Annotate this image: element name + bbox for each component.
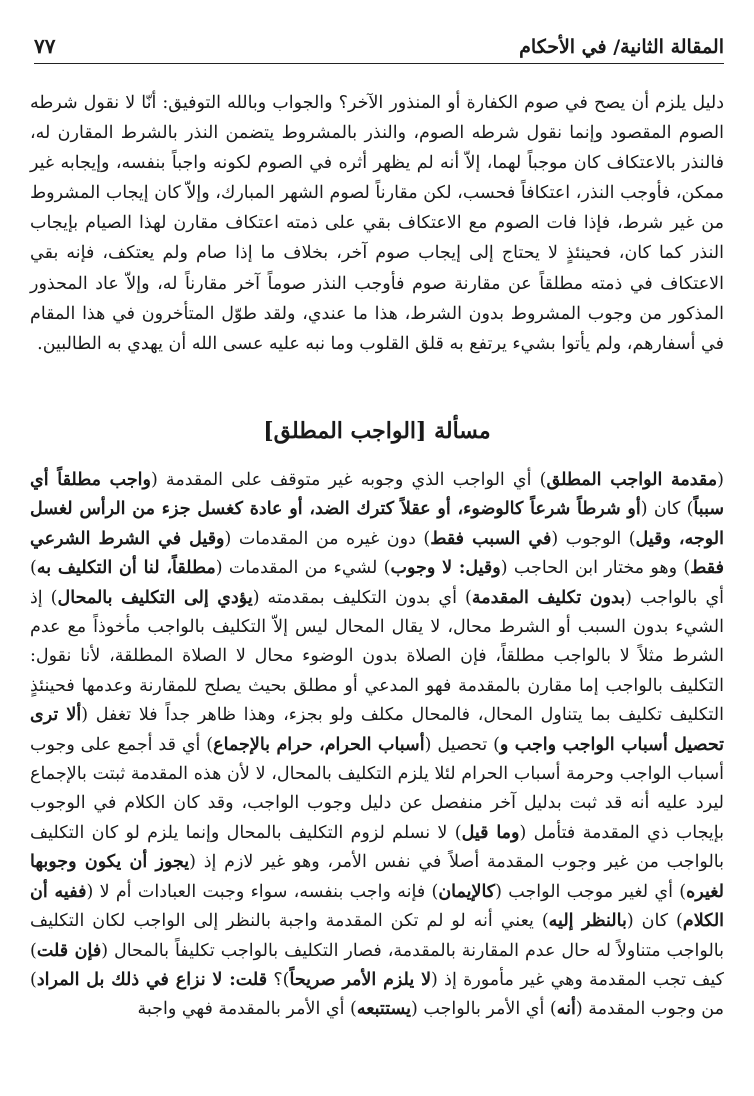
matn-segment: وقيل: لا وجوب bbox=[390, 558, 501, 579]
running-head: المقالة الثانية/ في الأحكام bbox=[519, 36, 724, 58]
sharh-segment: ) فإنه واجب بنفسه، سواء وجبت العبادات أم لا ( bbox=[86, 881, 439, 902]
intro-paragraph-text: دليل يلزم أن يصح في صوم الكفارة أو المنذور الآخر؟ والجواب وبالله التوفيق: أنّا لا نقول شرطه الصوم المقصود وإنما نقول شرطه الصوم، والنذر بالمشروط يتضمن النذر بالشرط المقارن له، فالنذر بالاعتكاف كان موجباً لهما، إلاّ أنه لم يظهر أثره في الصوم لكونه واجباً بنفسه، وإيجابه غير ممكن، فأوجب النذر، اعتكافاً فحسب، لكن مقارناً لصوم الشهر المبارك، وإلاّ كان إيجاب المشروط من غير شرط، فإذا فات الصوم مع الاعتكاف بقي على ذمته اعتكاف مقارن لهذا الصيام بإيجاب النذر كما كان، فحينئذٍ لا يحتاج إلى إيجاب صوم آخر، بخلاف ما إذا صام ولم يعتكف، فإنه بقي الاعتكاف في ذمته مطلقاً عن مقارنة صوم فأوجب النذر صوماً آخر مقارناً له، وإلاّ عاد المحذور المذكور من وجوب المشروط بدون الشرط، هذا ما عندي، ولقد طوّل المتأخرون في هذا المقام في أسفارهم، ولم يأتوا بشيء يرتفع به قلق القلوب وما نبه عليه عسى الله أن يهدي به الطالبين. bbox=[30, 93, 724, 354]
sharh-segment: ) أي الأمر بالمقدمة فهي واجبة bbox=[137, 999, 357, 1020]
sharh-segment: ) كيف تجب المقدمة وهي غير مأمورة إذ ( bbox=[30, 940, 724, 990]
matn-segment: كالإيمان bbox=[438, 881, 496, 902]
matn-segment: وقيل في الشرط الشرعي فقط bbox=[30, 528, 724, 579]
matn-segment: لا يلزم الأمر صريحاً bbox=[289, 969, 432, 990]
sharh-segment: ) دون غيره من المقدمات ( bbox=[224, 528, 431, 549]
sharh-segment: ) لشيء من المقدمات ( bbox=[215, 558, 391, 579]
main-paragraph-text bbox=[30, 466, 724, 1025]
intro-paragraph bbox=[30, 88, 724, 359]
matn-segment: مقدمة الواجب المطلق bbox=[546, 470, 718, 490]
matn-segment: أو شرطاً شرعاً كالوضوء، أو عقلاً كترك الضد، أو عادة كغسل جزء من الرأس لغسل الوجه، وقيل bbox=[30, 499, 725, 549]
matn-segment: فإن قلت bbox=[36, 940, 102, 961]
sharh-segment: ) وهو مختار ابن الحاجب ( bbox=[500, 558, 691, 579]
section-heading: مسألة [الواجب المطلق] bbox=[263, 418, 491, 444]
matn-segment: أنه bbox=[556, 999, 576, 1020]
matn-segment: يؤدي إلى التكليف بالمحال bbox=[57, 587, 253, 608]
matn-segment: ألا ترى تحصيل أسباب الواجب واجب و bbox=[30, 705, 724, 755]
main-paragraph bbox=[30, 466, 724, 1025]
sharh-segment: ) كان ( bbox=[640, 499, 694, 520]
sharh-segment: ) إذ الشيء بدون السبب أو الشرط محال، لا يقال المحال ليس إلاّ التكليف بالواجب مأخوذاً مع عدم الشرط مثلاً لا بالواجب مطلقاً، فإن الصلاة بدون الوضوء محال لا الصلاة المطلقة، لأنا نقول: التكليف بالواجب إما مقارن بالمقدمة فهو المدعي أو مطلق بحيث يصلح للمقارنة وعدمها فحينئذٍ التكليف تكليف بما يتناول المحال، فالمحال مكلف ولو بجزء، وهذا ظاهر جداً فلا تغفل ( bbox=[30, 587, 724, 726]
sharh-segment: ) أي قد أجمع على وجوب أسباب الواجب وحرمة أسباب الحرام لئلا يلزم التكليف بالمحال، لا لأن هذه المقدمة ثبتت بالإجماع ليرد عليه أنه قد ثبت بدليل آخر منفصل عن دليل وجوب الواجب، وقد كان الكلام في الوجوب بإيجاب ذي المقدمة فتأمل ( bbox=[30, 734, 724, 843]
matn-segment: بالنظر إليه bbox=[548, 911, 627, 932]
matn-segment: يستتبعه bbox=[356, 999, 411, 1020]
sharh-segment: ) أي بدون التكليف بمقدمته ( bbox=[252, 587, 472, 608]
matn-segment: قلت: لا نزاع في ذلك بل المراد bbox=[36, 969, 268, 990]
sharh-segment: ) أي الواجب الذي وجوبه غير متوقف على المقدمة ( bbox=[150, 470, 547, 490]
matn-segment: مطلقاً، لنا أن التكليف به bbox=[36, 558, 216, 579]
page-header bbox=[34, 30, 724, 64]
sharh-segment: ) من وجوب المقدمة ( bbox=[30, 969, 724, 1020]
sharh-segment: ) يعني أنه لو لم تكن المقدمة واجبة بالنظر إلى الواجب لكان التكليف بالواجب متناولاً له حال عدم المقارنة بالمقدمة، فصار التكليف بالواجب تكليفاً بالمحال ( bbox=[30, 911, 724, 961]
matn-segment: أسباب الحرام، حرام بالإجماع bbox=[213, 734, 425, 755]
matn-segment: ففيه أن الكلام bbox=[30, 881, 725, 932]
sharh-segment: ) الوجوب ( bbox=[551, 528, 636, 549]
sharh-segment: ) كان ( bbox=[626, 911, 683, 932]
sharh-segment: ( bbox=[717, 470, 724, 490]
sharh-segment: ) تحصيل ( bbox=[424, 734, 500, 755]
header-rule bbox=[34, 63, 724, 64]
sharh-segment: ) أي الأمر بالواجب ( bbox=[410, 999, 557, 1020]
sharh-segment: ) أي لغير موجب الواجب ( bbox=[495, 881, 687, 902]
matn-segment: يجوز أن يكون وجوبها لغيره bbox=[30, 852, 725, 902]
matn-segment: وما قيل bbox=[461, 822, 520, 843]
sharh-segment: ) لا نسلم لزوم التكليف بالمحال وإنما يلزم لو كان التكليف بالواجب من غير وجوب المقدمة أصلاً في نفس الأمر، وهو غير لازم إذ ( bbox=[30, 822, 725, 873]
page-number: ٧٧ bbox=[34, 34, 56, 58]
matn-segment: واجب مطلقاً أي سبباً bbox=[30, 470, 725, 520]
matn-segment: في السبب فقط bbox=[430, 528, 552, 549]
sharh-segment: ) أي بالواجب ( bbox=[30, 558, 725, 608]
sharh-segment: )؟ bbox=[267, 969, 290, 990]
matn-segment: بدون تكليف المقدمة bbox=[471, 587, 626, 608]
